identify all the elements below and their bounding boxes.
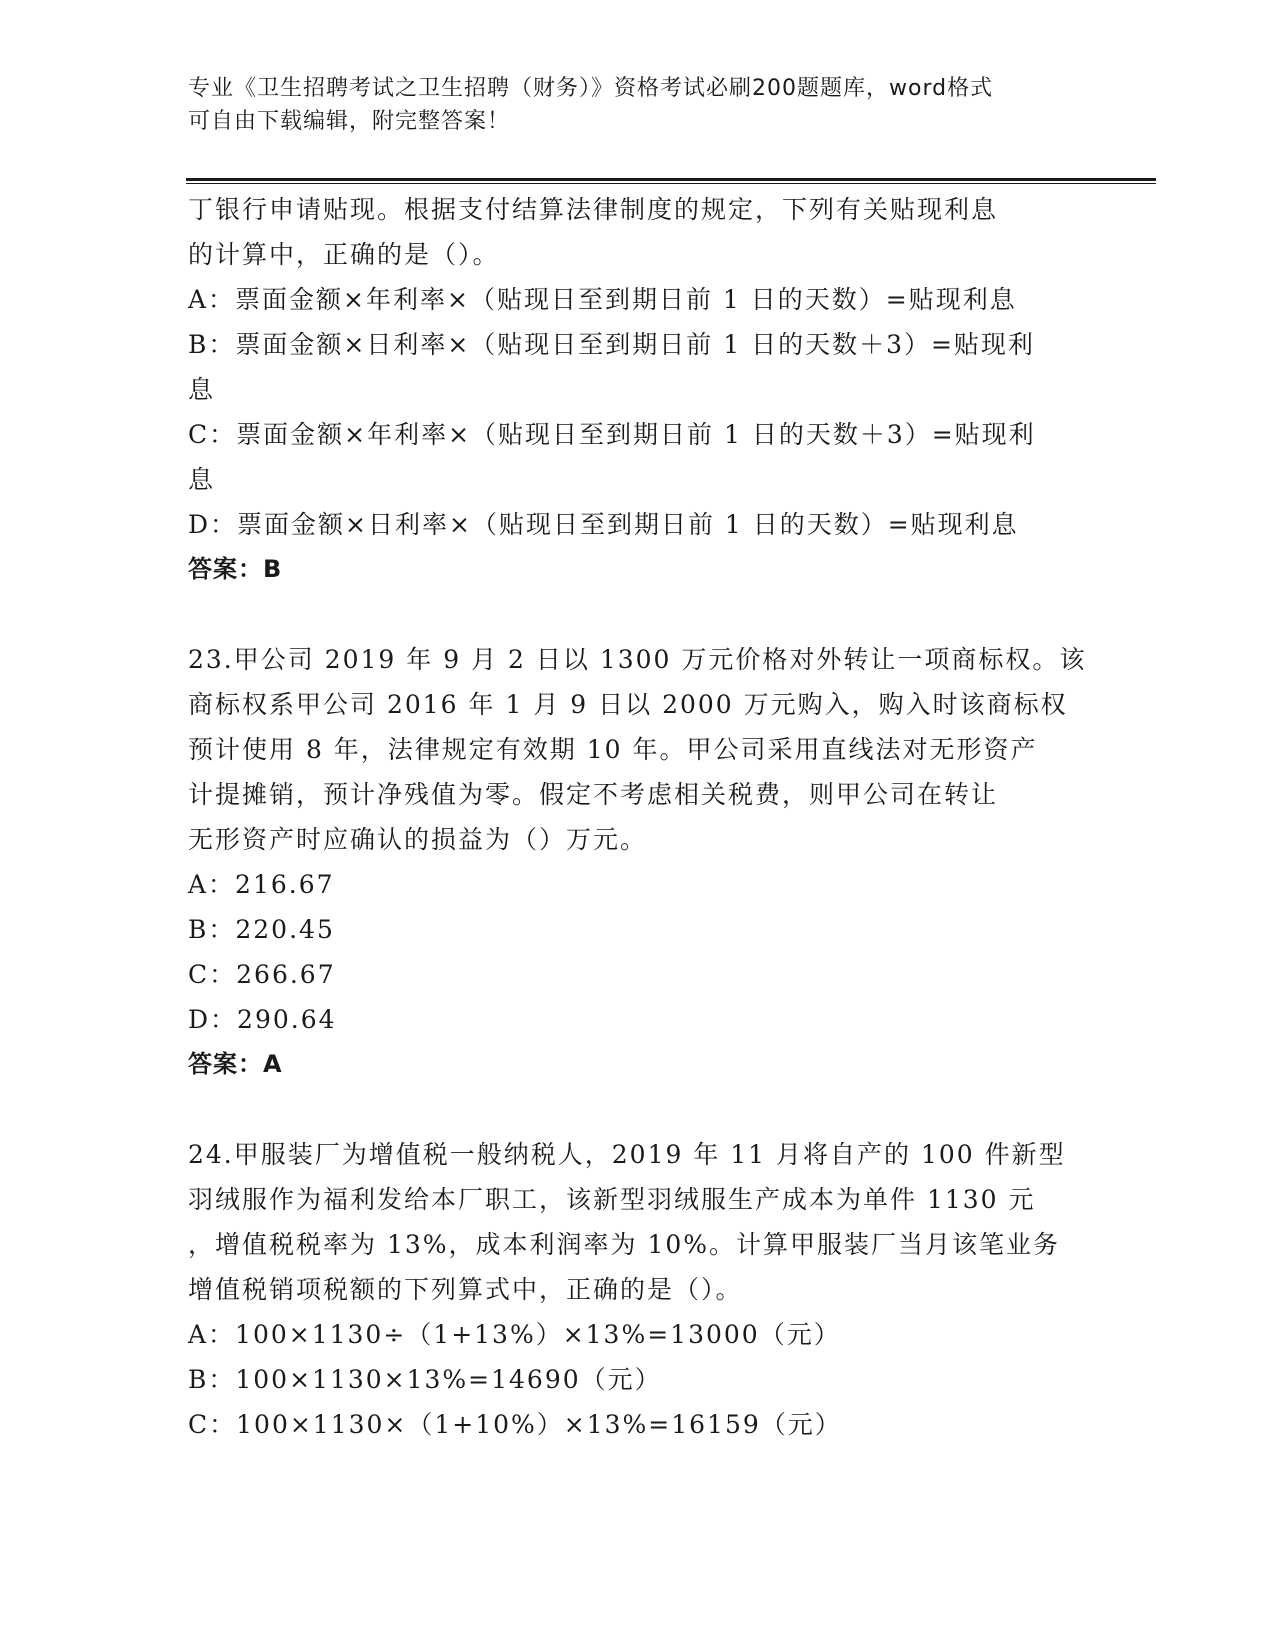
question-24	[188, 1132, 1088, 1447]
option-b: B：220.45	[188, 915, 335, 944]
spacer	[188, 1087, 1088, 1132]
answer-label: 答案：A	[188, 1050, 283, 1078]
document-header	[188, 72, 1088, 138]
option-a: A：216.67	[188, 870, 335, 899]
question-stem-line: 无形资产时应确认的损益为（）万元。	[188, 825, 648, 854]
option-c-wrap: 息	[188, 465, 216, 494]
question-23	[188, 637, 1088, 1087]
question-stem-line: 丁银行申请贴现。根据支付结算法律制度的规定，下列有关贴现利息	[188, 195, 999, 224]
header-line-2: 可自由下载编辑，附完整答案！	[188, 109, 511, 134]
option-c: C：266.67	[188, 960, 336, 989]
question-stem-line: 的计算中，正确的是（）。	[188, 240, 500, 269]
option-d: D：票面金额×日利率×（贴现日至到期日前 1 日的天数）=贴现利息	[188, 510, 1019, 539]
question-stem-line: 预计使用 8 年，法律规定有效期 10 年。甲公司采用直线法对无形资产	[188, 735, 1038, 764]
question-stem-line: 计提摊销，预计净残值为零。假定不考虑相关税费，则甲公司在转让	[188, 780, 999, 809]
question-stem-line: 增值税销项税额的下列算式中，正确的是（）。	[188, 1275, 743, 1304]
option-a: A：100×1130÷（1+13%）×13%=13000（元）	[188, 1320, 841, 1349]
option-b: B：100×1130×13%=14690（元）	[188, 1365, 662, 1394]
question-stem-line: 24.甲服装厂为增值税一般纳税人，2019 年 11 月将自产的 100 件新型	[188, 1140, 1066, 1169]
header-divider-thick	[186, 178, 1156, 181]
option-c: C：票面金额×年利率×（贴现日至到期日前 1 日的天数＋3）=贴现利	[188, 420, 1036, 449]
option-d: D：290.64	[188, 1005, 337, 1034]
question-22	[188, 187, 1088, 592]
question-stem-line: 23.甲公司 2019 年 9 月 2 日以 1300 万元价格对外转让一项商标权。该	[188, 645, 1087, 674]
question-stem-line: 商标权系甲公司 2016 年 1 月 9 日以 2000 万元购入，购入时该商标权	[188, 690, 1068, 719]
option-b-wrap: 息	[188, 375, 216, 404]
question-content	[188, 187, 1088, 1447]
spacer	[188, 592, 1088, 637]
question-stem-line: ，增值税税率为 13%，成本利润率为 10%。计算甲服装厂当月该笔业务	[188, 1230, 1061, 1259]
option-c: C：100×1130×（1+10%）×13%=16159（元）	[188, 1410, 842, 1439]
header-line-1: 专业《卫生招聘考试之卫生招聘（财务）》资格考试必刷200题题库，word格式	[188, 76, 994, 101]
header-divider-thin	[186, 183, 1156, 184]
option-b: B：票面金额×日利率×（贴现日至到期日前 1 日的天数＋3）=贴现利	[188, 330, 1035, 359]
question-stem-line: 羽绒服作为福利发给本厂职工，该新型羽绒服生产成本为单件 1130 元	[188, 1185, 1036, 1214]
option-a: A：票面金额×年利率×（贴现日至到期日前 1 日的天数）=贴现利息	[188, 285, 1017, 314]
answer-label: 答案：B	[188, 555, 283, 583]
